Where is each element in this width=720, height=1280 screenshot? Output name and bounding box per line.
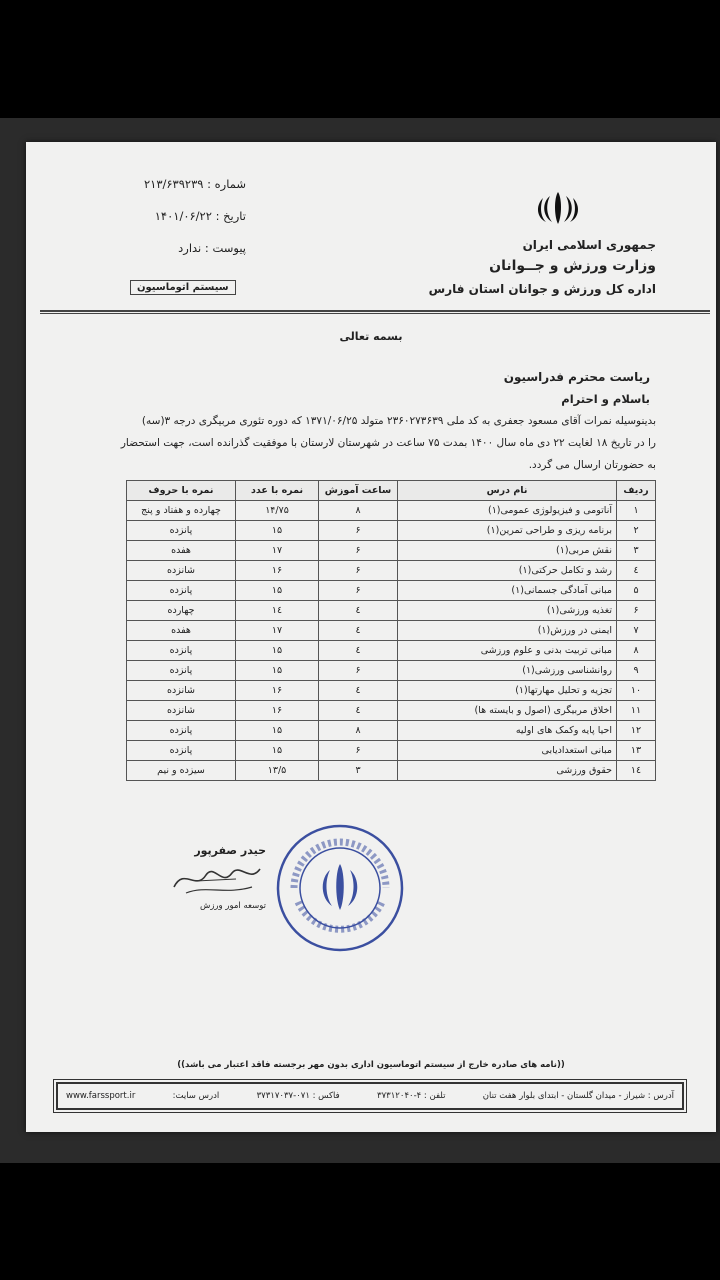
table-row: [127, 641, 656, 661]
cell-score-words: پانزده: [127, 721, 236, 741]
cell-hours: ۶: [319, 741, 398, 761]
attachment-value: ندارد: [178, 241, 202, 255]
cell-hours: ٤: [319, 641, 398, 661]
cell-hours: ۶: [319, 521, 398, 541]
table-row: [127, 661, 656, 681]
footer-fax: فاکس : ۰۷۱-۳۷۳۱۷۰۳۷: [256, 1091, 340, 1101]
attachment-label: پیوست :: [204, 241, 246, 255]
cell-score-number: ۱۶: [236, 561, 319, 581]
cell-score-words: پانزده: [127, 661, 236, 681]
iran-emblem-icon: [534, 188, 582, 228]
footer-contact: [56, 1082, 684, 1110]
cell-score-words: هفده: [127, 541, 236, 561]
cell-score-words: چهارده: [127, 601, 236, 621]
government-heading: [356, 236, 656, 300]
table-row: [127, 561, 656, 581]
cell-course-name: تغذیه ورزشی(۱): [398, 601, 617, 621]
header-score-number: نمره با عدد: [236, 481, 319, 501]
header-row-number: ردیف: [617, 481, 656, 501]
cell-score-words: هفده: [127, 621, 236, 641]
cell-hours: ٤: [319, 621, 398, 641]
cell-hours: ۸: [319, 501, 398, 521]
table-row: [127, 721, 656, 741]
cell-course-name: ایمنی در ورزش(۱): [398, 621, 617, 641]
table-row: [127, 741, 656, 761]
number-label: شماره :: [207, 177, 246, 191]
cell-row-number: ٤: [617, 561, 656, 581]
date-row: [86, 204, 246, 236]
table-row: [127, 681, 656, 701]
cell-row-number: ۱٤: [617, 761, 656, 781]
cell-score-words: شانزده: [127, 701, 236, 721]
table-header-row: [127, 481, 656, 501]
cell-hours: ٤: [319, 701, 398, 721]
table-body: [127, 501, 656, 781]
header-score-words: نمره با حروف: [127, 481, 236, 501]
cell-hours: ۶: [319, 661, 398, 681]
header-course-name: نام درس: [398, 481, 617, 501]
cell-row-number: ۱۲: [617, 721, 656, 741]
cell-row-number: ۱: [617, 501, 656, 521]
cell-score-number: ۱۴/۷۵: [236, 501, 319, 521]
handwritten-signature: [166, 857, 266, 901]
cell-hours: ۶: [319, 581, 398, 601]
cell-hours: ۶: [319, 541, 398, 561]
cell-course-name: مبانی استعدادیابی: [398, 741, 617, 761]
cell-course-name: حقوق ورزشی: [398, 761, 617, 781]
cell-score-words: سیزده و نیم: [127, 761, 236, 781]
cell-score-number: ۱۵: [236, 641, 319, 661]
table-row: [127, 601, 656, 621]
cell-row-number: ۱۰: [617, 681, 656, 701]
automation-box: سیستم اتوماسیون: [130, 280, 236, 295]
cell-score-number: ۱۳/۵: [236, 761, 319, 781]
cell-score-words: شانزده: [127, 561, 236, 581]
table-row: [127, 621, 656, 641]
cell-score-words: پانزده: [127, 521, 236, 541]
cell-course-name: اخلاق مربیگری (اصول و بایسته ها): [398, 701, 617, 721]
cell-row-number: ۳: [617, 541, 656, 561]
body-line-2: را در تاریخ ۱۸ لغایت ۲۲ دی ماه سال ۱۴۰۰ بمدت ۷۵ ساعت در شهرستان لارستان با موفقیت گذرانده است، جهت استحضار: [120, 437, 656, 449]
body-line-3: به حضورتان ارسال می گردد.: [528, 459, 656, 471]
footer-address: آدرس : شیراز - میدان گلستان - ابتدای بلوار هفت تنان: [482, 1091, 674, 1101]
table-row: [127, 701, 656, 721]
cell-score-number: ۱۶: [236, 681, 319, 701]
cell-score-number: ۱۶: [236, 701, 319, 721]
cell-score-words: پانزده: [127, 581, 236, 601]
footer-website[interactable]: www.farssport.ir: [66, 1091, 136, 1101]
signer-unit: توسعه امور ورزش: [199, 901, 266, 911]
cell-hours: ٤: [319, 601, 398, 621]
body-line-1: بدینوسیله نمرات آقای مسعود جعفری به کد ملی ۲۳۶۰۲۷۳۶۳۹ متولد ۱۳۷۱/۰۶/۲۵ که دوره تئوری مربیگری درجه ۳(سه): [141, 415, 656, 427]
letter-paper: [26, 142, 716, 1132]
number-value: ۲۱۳/۶۳۹۲۳۹: [143, 177, 204, 191]
date-value: ۱۴۰۱/۰۶/۲۲: [154, 209, 212, 223]
cell-course-name: احیا پایه وکمک های اولیه: [398, 721, 617, 741]
cell-hours: ۳: [319, 761, 398, 781]
cell-score-number: ۱۵: [236, 661, 319, 681]
cell-score-number: ۱۷: [236, 541, 319, 561]
cell-course-name: آناتومی و فیزیولوژی عمومی(۱): [398, 501, 617, 521]
basmala: بسمه تعالی: [339, 330, 403, 343]
addressee: ریاست محترم فدراسیون: [503, 370, 650, 384]
cell-score-number: ۱۵: [236, 721, 319, 741]
cell-score-number: ۱۵: [236, 521, 319, 541]
footer-site-label: ادرس سایت:: [172, 1091, 220, 1101]
cell-course-name: روانشناسی ورزشی(۱): [398, 661, 617, 681]
cell-hours: ۸: [319, 721, 398, 741]
cell-row-number: ۷: [617, 621, 656, 641]
cell-row-number: ۱۳: [617, 741, 656, 761]
cell-score-number: ۱۷: [236, 621, 319, 641]
cell-hours: ٤: [319, 681, 398, 701]
header-divider: [40, 310, 710, 312]
cell-course-name: برنامه ریزی و طراحی تمرین(۱): [398, 521, 617, 541]
letter-metadata: [86, 172, 246, 268]
table-row: [127, 521, 656, 541]
cell-row-number: ۸: [617, 641, 656, 661]
cell-row-number: ۵: [617, 581, 656, 601]
cell-score-words: پانزده: [127, 641, 236, 661]
table-row: [127, 761, 656, 781]
cell-score-words: چهارده و هفتاد و پنج: [127, 501, 236, 521]
cell-score-words: شانزده: [127, 681, 236, 701]
cell-row-number: ۶: [617, 601, 656, 621]
validity-notice: ((نامه های صادره خارج از سیستم اتوماسیون اداری بدون مهر برجسته فاقد اعتبار می باشد)): [177, 1060, 565, 1070]
grades-table: [126, 480, 656, 781]
cell-hours: ۶: [319, 561, 398, 581]
cell-score-number: ۱٤: [236, 601, 319, 621]
gov-line-3: اداره کل ورزش و جوانان استان فارس: [428, 282, 656, 296]
cell-course-name: نقش مربی(۱): [398, 541, 617, 561]
cell-course-name: رشد و تکامل حرکتی(۱): [398, 561, 617, 581]
official-stamp: [274, 822, 406, 954]
date-label: تاریخ :: [215, 209, 246, 223]
cell-row-number: ۱۱: [617, 701, 656, 721]
header-divider-thin: [40, 313, 710, 314]
cell-score-number: ۱۵: [236, 741, 319, 761]
gov-line-2: وزارت ورزش و جــوانان: [489, 258, 656, 274]
letter-body: [116, 410, 656, 476]
greeting: باسلام و احترام: [561, 392, 650, 406]
cell-row-number: ۹: [617, 661, 656, 681]
cell-row-number: ۲: [617, 521, 656, 541]
cell-score-number: ۱۵: [236, 581, 319, 601]
table-row: [127, 541, 656, 561]
signer-name: حیدر صفرپور: [194, 844, 266, 857]
cell-course-name: تجزیه و تحلیل مهارتها(۱): [398, 681, 617, 701]
cell-score-words: پانزده: [127, 741, 236, 761]
number-row: [86, 172, 246, 204]
header-hours: ساعت آموزش: [319, 481, 398, 501]
table-row: [127, 501, 656, 521]
cell-course-name: مبانی تربیت بدنی و علوم ورزشی: [398, 641, 617, 661]
attachment-row: [86, 236, 246, 268]
signature-block: [166, 844, 266, 911]
gov-line-1: جمهوری اسلامی ایران: [522, 238, 656, 252]
table-row: [127, 581, 656, 601]
footer-phone: تلفن : ۴-۳۷۳۱۲۰۴۰: [377, 1091, 446, 1101]
cell-course-name: مبانی آمادگی جسمانی(۱): [398, 581, 617, 601]
